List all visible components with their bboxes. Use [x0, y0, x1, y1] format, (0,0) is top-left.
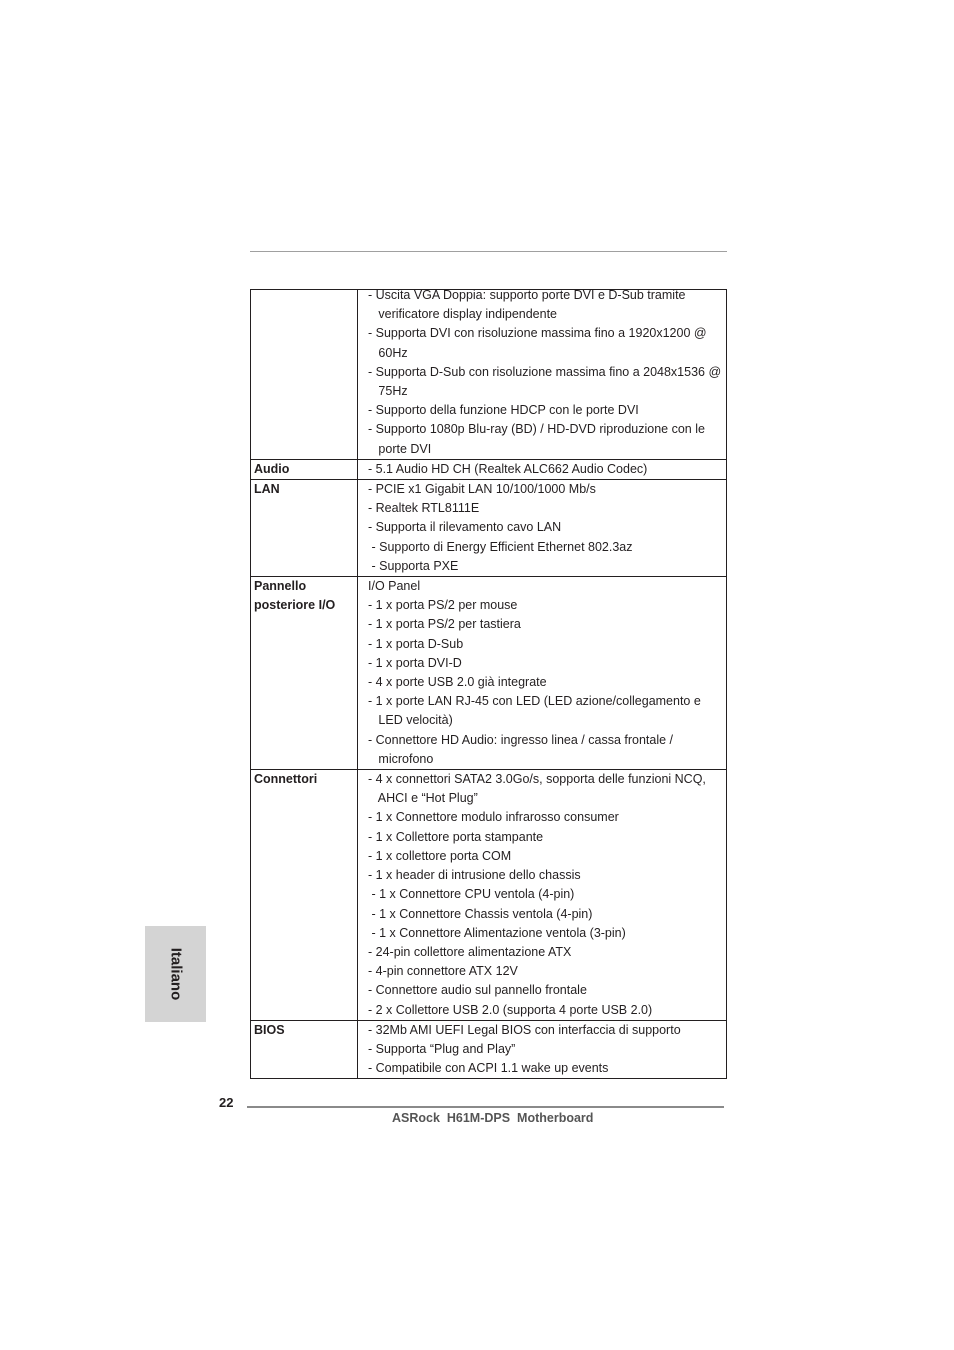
spec-items-cell: [358, 770, 727, 1021]
spec-items-cell: [358, 459, 727, 479]
spec-item: - 32Mb AMI UEFI Legal BIOS con interfaccia di supporto: [368, 1022, 681, 1037]
spec-label-cell: [251, 480, 358, 577]
spec-label: Connettori: [254, 772, 318, 787]
spec-row: [251, 290, 727, 460]
spec-item: - 4 x connettori SATA2 3.0Go/s, sopporta delle funzioni NCQ,: [368, 772, 706, 787]
spec-label-cell: [251, 577, 358, 770]
spec-item: LED velocità): [368, 713, 453, 728]
spec-item: - 1 x collettore porta COM: [368, 848, 512, 863]
spec-label: BIOS: [254, 1022, 285, 1037]
spec-item: - 2 x Collettore USB 2.0 (supporta 4 porte USB 2.0): [368, 1002, 653, 1017]
spec-label-cell: [251, 1020, 358, 1079]
spec-label-cell: [251, 770, 358, 1021]
spec-item: - Supporta PXE: [368, 558, 459, 573]
spec-label: Pannello: [254, 579, 307, 594]
spec-item: - 1 x Connettore CPU ventola (4-pin): [368, 887, 575, 902]
spec-row: [251, 577, 727, 770]
spec-item: - 1 x Connettore Alimentazione ventola (3-pin): [368, 925, 626, 940]
spec-item: - Uscita VGA Doppia: supporto porte DVI e D-Sub tramite: [368, 288, 686, 302]
language-tab-label: Italiano: [167, 947, 184, 1001]
spec-item: 60Hz: [368, 345, 408, 360]
spec-item: - 1 x porta PS/2 per mouse: [368, 598, 518, 613]
spec-item: microfono: [368, 751, 434, 766]
spec-item: - 5.1 Audio HD CH (Realtek ALC662 Audio Codec): [368, 461, 648, 476]
spec-item: - Supporta D-Sub con risoluzione massima fino a 2048x1536 @: [368, 364, 722, 379]
spec-item: - 1 x Collettore porta stampante: [368, 829, 544, 844]
spec-item: - Supporta DVI con risoluzione massima fino a 1920x1200 @: [368, 326, 707, 341]
page-number: 22: [219, 1095, 234, 1110]
spec-items-cell: [358, 577, 727, 770]
top-divider: [250, 251, 727, 252]
spec-row: [251, 480, 727, 577]
spec-item: porte DVI: [368, 441, 432, 456]
spec-item: - Realtek RTL8111E: [368, 501, 480, 516]
footer-divider: [247, 1106, 724, 1108]
footer-product-name: ASRock H61M-DPS Motherboard: [392, 1111, 594, 1125]
spec-item: - Supporto della funzione HDCP con le porte DVI: [368, 403, 639, 418]
spec-item: - 1 x porta DVI-D: [368, 655, 462, 670]
spec-item: - Connettore audio sul pannello frontale: [368, 983, 587, 998]
spec-item: - Connettore HD Audio: ingresso linea / cassa frontale /: [368, 732, 674, 747]
spec-item: - 4 x porte USB 2.0 già integrate: [368, 675, 547, 690]
spec-row: [251, 459, 727, 479]
spec-item: - 1 x porta D-Sub: [368, 636, 464, 651]
spec-item: - Supporta “Plug and Play”: [368, 1041, 516, 1056]
spec-item: - 1 x Connettore Chassis ventola (4-pin): [368, 906, 593, 921]
spec-row: [251, 1020, 727, 1079]
spec-label: posteriore I/O: [254, 598, 336, 613]
specification-table-body: [251, 290, 727, 1079]
spec-label-cell: [251, 290, 358, 460]
spec-label: Audio: [254, 461, 290, 476]
specification-table: [250, 289, 727, 1079]
spec-item: - Compatibile con ACPI 1.1 wake up events: [368, 1061, 609, 1076]
spec-label-cell: [251, 459, 358, 479]
spec-item: 75Hz: [368, 384, 408, 399]
spec-row: [251, 770, 727, 1021]
spec-item: - 1 x header di intrusione dello chassis: [368, 868, 581, 883]
language-tab: [145, 926, 206, 1022]
spec-label: LAN: [254, 482, 280, 497]
spec-items-cell: [358, 1020, 727, 1079]
spec-item: I/O Panel: [368, 579, 421, 594]
spec-item: - Supporto 1080p Blu-ray (BD) / HD-DVD riproduzione con le: [368, 422, 705, 437]
spec-item: - PCIE x1 Gigabit LAN 10/100/1000 Mb/s: [368, 482, 596, 497]
spec-items-cell: [358, 480, 727, 577]
spec-item: - Supporta il rilevamento cavo LAN: [368, 520, 562, 535]
spec-item: - 4-pin connettore ATX 12V: [368, 964, 518, 979]
spec-item: - 1 x Connettore modulo infrarosso consumer: [368, 810, 619, 825]
spec-item: verificatore display indipendente: [368, 307, 558, 322]
spec-item: - 1 x porte LAN RJ-45 con LED (LED azione/collegamento e: [368, 694, 701, 709]
spec-item: AHCI e “Hot Plug”: [368, 791, 478, 806]
spec-item: - 1 x porta PS/2 per tastiera: [368, 617, 521, 632]
spec-item: - Supporto di Energy Efficient Ethernet 802.3az: [368, 539, 633, 554]
spec-item: - 24-pin collettore alimentazione ATX: [368, 944, 572, 959]
spec-items-cell: [358, 290, 727, 460]
